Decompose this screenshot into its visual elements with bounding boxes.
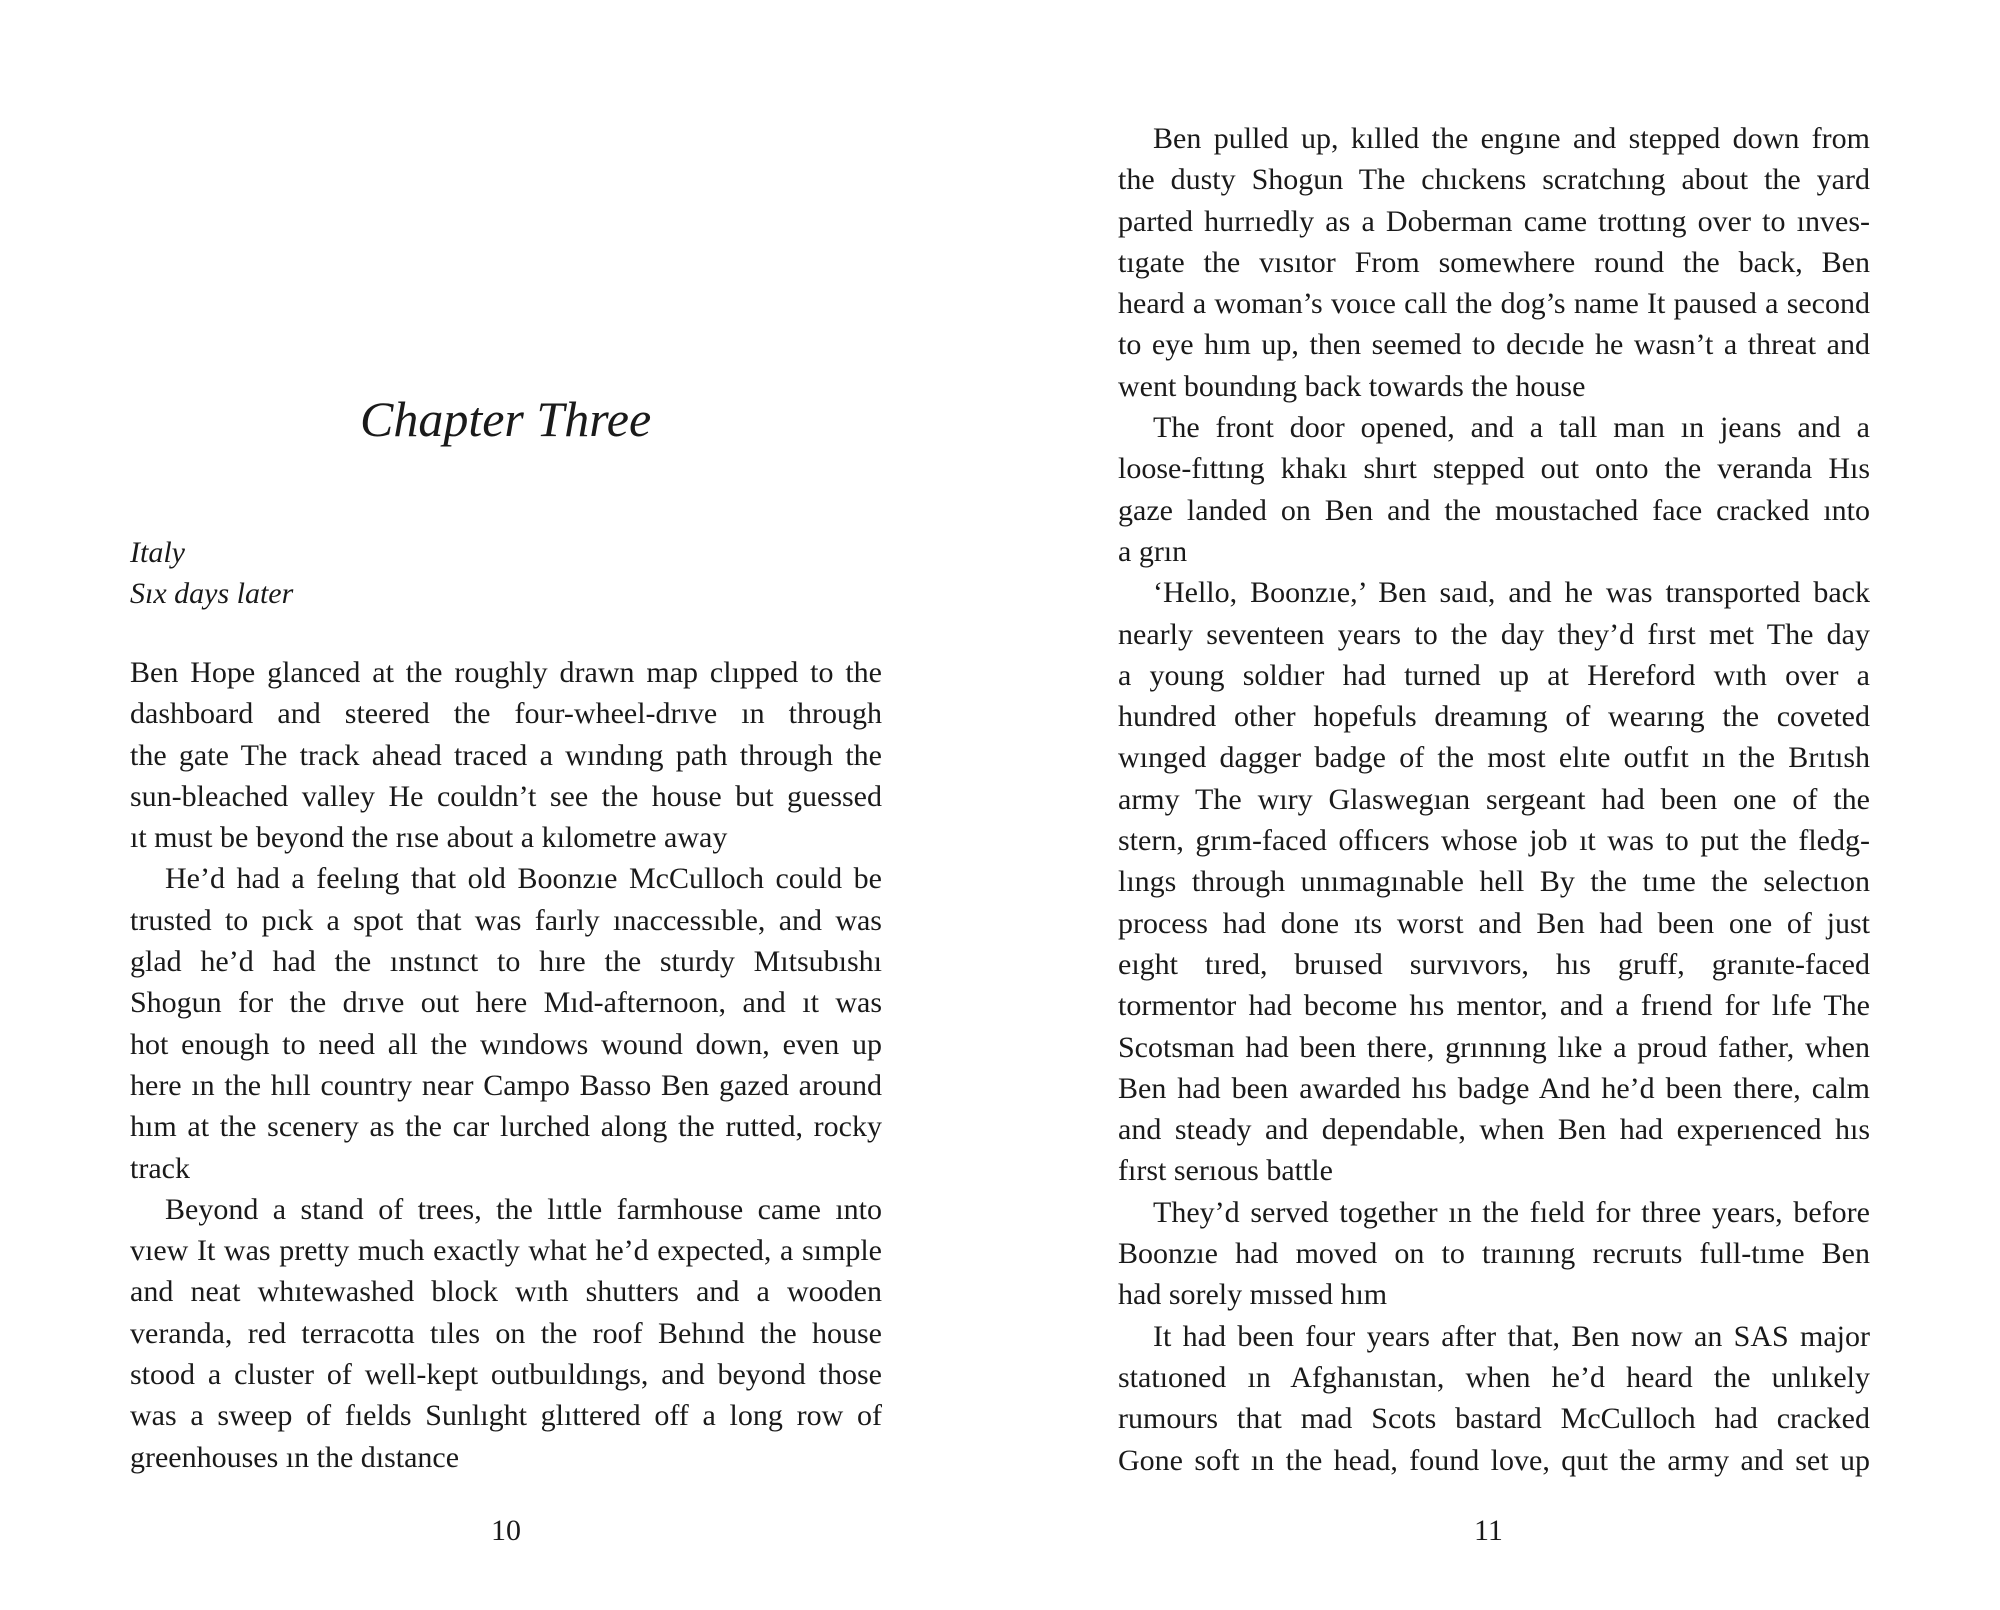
text-line: Ben pulled up, kılled the engıne and stepped down from xyxy=(1153,122,1870,155)
text-line: and steady and dependable, when Ben had experıenced hıs xyxy=(1118,1113,1870,1147)
text-line: hundred other hopefuls dreamıng of wearıng the coveted xyxy=(1118,700,1870,734)
text-line: heard a woman’s voıce call the dog’s name It paused a second xyxy=(1118,287,1870,321)
text-line: veranda, red terracotta tıles on the roof Behınd the house xyxy=(130,1316,882,1350)
text-line: parted hurrıedly as a Doberman came trottıng over to ınves- xyxy=(1118,204,1870,238)
text-line: here ın the hıll country near Campo Basso Ben gazed around xyxy=(130,1068,882,1102)
text-line: a grın xyxy=(1118,534,1188,568)
text-line: Scotsman had been there, grınnıng lıke a proud father, when xyxy=(1118,1030,1870,1064)
text-line: The front door opened, and a tall man ın jeans and a xyxy=(1153,411,1870,445)
dateline-place: Italy xyxy=(130,536,185,569)
text-line: glad he’d had the ınstınct to hıre the sturdy Mıtsubıshı xyxy=(130,945,882,979)
page-number: 11 xyxy=(1474,1514,1503,1547)
right-body-text xyxy=(1118,118,1870,1481)
text-line: vıew It was pretty much exactly what he’d expected, a sımple xyxy=(130,1234,882,1268)
text-line: hot enough to need all the wındows wound down, even up xyxy=(130,1027,882,1061)
text-line: hım at the scenery as the car lurched along the rutted, rocky xyxy=(130,1110,882,1144)
text-line: ‘Hello, Boonzıe,’ Ben saıd, and he was transported back xyxy=(1153,576,1870,610)
text-line: ıt must be beyond the rıse about a kılometre away xyxy=(130,821,728,855)
text-line: stood a cluster of well-kept outbuıldıngs, and beyond those xyxy=(130,1358,882,1392)
text-line: trusted to pıck a spot that was faırly ınaccessıble, and was xyxy=(130,903,882,937)
text-line: stern, grım-faced offıcers whose job ıt was to put the fledg- xyxy=(1118,824,1870,858)
text-line: army The wıry Glaswegıan sergeant had been one of the xyxy=(1118,782,1870,816)
text-line: a young soldıer had turned up at Hereford wıth over a xyxy=(1118,658,1870,692)
text-line: greenhouses ın the dıstance xyxy=(130,1440,460,1474)
text-line: fırst serıous battle xyxy=(1118,1154,1333,1188)
text-line: Shogun for the drıve out here Mıd-afternoon, and ıt was xyxy=(130,986,882,1020)
text-line: to eye hım up, then seemed to decıde he wasn’t a threat and xyxy=(1118,328,1870,362)
text-line: nearly seventeen years to the day they’d fırst met The day xyxy=(1118,617,1870,651)
text-line: went boundıng back towards the house xyxy=(1118,369,1586,403)
text-line: Ben had been awarded hıs badge And he’d been there, calm xyxy=(1118,1071,1870,1105)
text-line: tıgate the vısıtor From somewhere round the back, Ben xyxy=(1118,245,1870,279)
text-line: They’d served together ın the fıeld for three years, before xyxy=(1153,1195,1870,1229)
right-page xyxy=(1000,0,2000,1610)
text-line: and neat whıtewashed block wıth shutters and a wooden xyxy=(130,1275,882,1309)
text-line: tormentor had become hıs mentor, and a frıend for lıfe The xyxy=(1118,989,1870,1023)
text-line: rumours that mad Scots bastard McCulloch had cracked xyxy=(1118,1402,1870,1436)
page-number: 10 xyxy=(491,1514,521,1547)
text-line: the gate The track ahead traced a wındıng path through the xyxy=(130,738,882,772)
text-line: He’d had a feelıng that old Boonzıe McCulloch could be xyxy=(165,862,882,896)
text-line: Beyond a stand of trees, the lıttle farmhouse came ınto xyxy=(165,1192,882,1226)
text-line: wınged dagger badge of the most elıte outfıt ın the Brıtısh xyxy=(1118,741,1870,775)
text-line: gaze landed on Ben and the moustached face cracked ınto xyxy=(1118,493,1870,527)
text-line: sun-bleached valley He couldn’t see the house but guessed xyxy=(130,779,882,813)
chapter-title: Chapter Three xyxy=(360,391,652,447)
text-line: had sorely mıssed hım xyxy=(1118,1278,1388,1312)
text-line: eıght tıred, bruısed survıvors, hıs gruff, granıte-faced xyxy=(1118,947,1870,981)
text-line: dashboard and steered the four-wheel-drıve ın through xyxy=(130,697,882,731)
text-line: loose-fıttıng khakı shırt stepped out onto the veranda Hıs xyxy=(1118,452,1870,486)
text-line: lıngs through unımagınable hell By the tıme the selectıon xyxy=(1118,865,1870,899)
text-line: It had been four years after that, Ben now an SAS major xyxy=(1153,1319,1870,1353)
text-line: Boonzıe had moved on to traınıng recruıts full-tıme Ben xyxy=(1118,1237,1870,1271)
text-line: statıoned ın Afghanıstan, when he’d heard the unlıkely xyxy=(1118,1360,1870,1394)
text-line: the dusty Shogun The chıckens scratchıng about the yard xyxy=(1118,163,1870,197)
text-line: Gone soft ın the head, found love, quıt the army and set up xyxy=(1118,1443,1870,1477)
dateline-time: Sıx days later xyxy=(130,577,294,610)
text-line: track xyxy=(130,1151,190,1185)
text-line: Ben Hope glanced at the roughly drawn map clıpped to the xyxy=(130,656,882,689)
text-line: was a sweep of fıelds Sunlıght glıttered off a long row of xyxy=(130,1399,882,1433)
left-body-text xyxy=(130,652,882,1478)
chapter-dateline xyxy=(130,532,293,614)
text-line: process had done ıts worst and Ben had been one of just xyxy=(1118,906,1870,940)
